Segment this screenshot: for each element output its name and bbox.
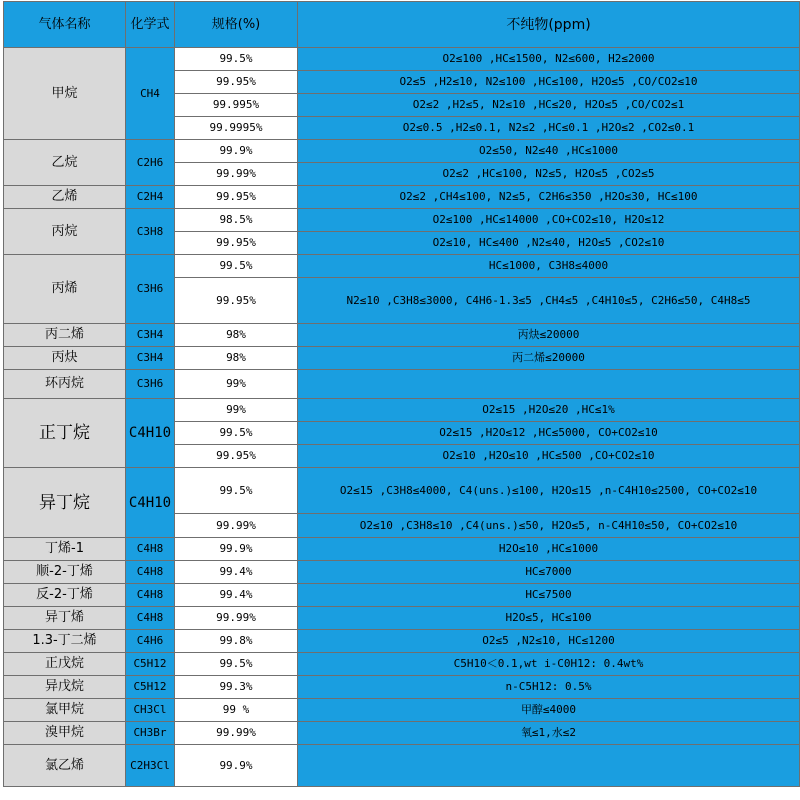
spec-cell: 99.5% <box>175 48 298 71</box>
gas-name-cell: 异丁烷 <box>4 468 126 538</box>
impurity-cell: O2≤15 ,C3H8≤4000, C4(uns.)≤100, H2O≤15 ,n-C4H10≤2500, CO+CO2≤10 <box>298 468 800 514</box>
impurity-cell: 丙二烯≤20000 <box>298 347 800 370</box>
table-row <box>4 186 800 209</box>
table-row <box>4 561 800 584</box>
gas-name-cell: 环丙烷 <box>4 370 126 399</box>
spec-cell: 99.99% <box>175 722 298 745</box>
gas-name-cell: 异戊烷 <box>4 676 126 699</box>
impurity-cell: HC≤7500 <box>298 584 800 607</box>
table-row <box>4 468 800 514</box>
spec-cell: 99.9% <box>175 538 298 561</box>
gas-name-cell: 异丁烯 <box>4 607 126 630</box>
gas-table-body <box>4 48 800 787</box>
impurity-cell: O2≤10, HC≤400 ,N2≤40, H2O≤5 ,CO2≤10 <box>298 232 800 255</box>
gas-name-cell: 顺-2-丁烯 <box>4 561 126 584</box>
table-row <box>4 653 800 676</box>
spec-cell: 99 % <box>175 699 298 722</box>
table-row <box>4 140 800 163</box>
spec-cell: 99.5% <box>175 468 298 514</box>
impurity-cell: O2≤0.5 ,H2≤0.1, N2≤2 ,HC≤0.1 ,H2O≤2 ,CO2≤0.1 <box>298 117 800 140</box>
formula-cell: C3H6 <box>126 370 175 399</box>
gas-name-cell: 甲烷 <box>4 48 126 140</box>
impurity-cell: O2≤5 ,N2≤10, HC≤1200 <box>298 630 800 653</box>
spec-cell: 99.99% <box>175 514 298 538</box>
impurity-cell: 氧≤1,水≤2 <box>298 722 800 745</box>
spec-cell: 98.5% <box>175 209 298 232</box>
gas-name-cell: 丙炔 <box>4 347 126 370</box>
table-row <box>4 699 800 722</box>
impurity-cell: O2≤10 ,H2O≤10 ,HC≤500 ,CO+CO2≤10 <box>298 445 800 468</box>
spec-cell: 99.95% <box>175 278 298 324</box>
formula-cell: CH4 <box>126 48 175 140</box>
header-impurity: 不纯物(ppm) <box>298 2 800 48</box>
spec-cell: 99.95% <box>175 71 298 94</box>
table-row <box>4 399 800 422</box>
spec-cell: 99.9% <box>175 140 298 163</box>
formula-cell: C5H12 <box>126 676 175 699</box>
table-header-row <box>4 2 800 48</box>
spec-cell: 99.95% <box>175 445 298 468</box>
formula-cell: C4H10 <box>126 468 175 538</box>
formula-cell: C4H8 <box>126 538 175 561</box>
gas-spec-table <box>3 1 800 787</box>
spec-cell: 99.5% <box>175 653 298 676</box>
impurity-cell: 甲醇≤4000 <box>298 699 800 722</box>
formula-cell: C3H6 <box>126 255 175 324</box>
table-row <box>4 676 800 699</box>
formula-cell: C4H8 <box>126 584 175 607</box>
impurity-cell: O2≤2 ,HC≤100, N2≤5, H2O≤5 ,CO2≤5 <box>298 163 800 186</box>
spec-cell: 99.95% <box>175 186 298 209</box>
spec-cell: 99.95% <box>175 232 298 255</box>
table-row <box>4 630 800 653</box>
impurity-cell: O2≤100 ,HC≤14000 ,CO+CO2≤10, H2O≤12 <box>298 209 800 232</box>
table-row <box>4 745 800 787</box>
formula-cell: C3H8 <box>126 209 175 255</box>
table-row <box>4 255 800 278</box>
gas-name-cell: 氯甲烷 <box>4 699 126 722</box>
gas-name-cell: 乙烯 <box>4 186 126 209</box>
impurity-cell: HC≤7000 <box>298 561 800 584</box>
header-spec: 规格(%) <box>175 2 298 48</box>
formula-cell: C2H6 <box>126 140 175 186</box>
impurity-cell: O2≤5 ,H2≤10, N2≤100 ,HC≤100, H2O≤5 ,CO/CO2≤10 <box>298 71 800 94</box>
gas-name-cell: 正丁烷 <box>4 399 126 468</box>
gas-name-cell: 正戊烷 <box>4 653 126 676</box>
gas-name-cell: 乙烷 <box>4 140 126 186</box>
table-row <box>4 48 800 71</box>
spec-cell: 98% <box>175 347 298 370</box>
table-row <box>4 722 800 745</box>
gas-name-cell: 1.3-丁二烯 <box>4 630 126 653</box>
table-row <box>4 347 800 370</box>
spec-cell: 99.5% <box>175 422 298 445</box>
impurity-cell: 丙炔≤20000 <box>298 324 800 347</box>
formula-cell: C4H10 <box>126 399 175 468</box>
spec-cell: 99% <box>175 399 298 422</box>
formula-cell: CH3Cl <box>126 699 175 722</box>
spec-cell: 99.99% <box>175 607 298 630</box>
formula-cell: CH3Br <box>126 722 175 745</box>
spec-cell: 99.995% <box>175 94 298 117</box>
formula-cell: C2H4 <box>126 186 175 209</box>
table-row <box>4 209 800 232</box>
spec-cell: 98% <box>175 324 298 347</box>
spec-cell: 99.99% <box>175 163 298 186</box>
impurity-cell: O2≤100 ,HC≤1500, N2≤600, H2≤2000 <box>298 48 800 71</box>
formula-cell: C5H12 <box>126 653 175 676</box>
impurity-cell: HC≤1000, C3H8≤4000 <box>298 255 800 278</box>
impurity-cell: H2O≤5, HC≤100 <box>298 607 800 630</box>
impurity-cell: O2≤10 ,C3H8≤10 ,C4(uns.)≤50, H2O≤5, n-C4H10≤50, CO+CO2≤10 <box>298 514 800 538</box>
impurity-cell: H2O≤10 ,HC≤1000 <box>298 538 800 561</box>
gas-name-cell: 反-2-丁烯 <box>4 584 126 607</box>
impurity-cell: O2≤50, N2≤40 ,HC≤1000 <box>298 140 800 163</box>
impurity-cell: O2≤2 ,H2≤5, N2≤10 ,HC≤20, H2O≤5 ,CO/CO2≤1 <box>298 94 800 117</box>
impurity-cell: N2≤10 ,C3H8≤3000, C4H6-1.3≤5 ,CH4≤5 ,C4H10≤5, C2H6≤50, C4H8≤5 <box>298 278 800 324</box>
spec-cell: 99% <box>175 370 298 399</box>
impurity-cell <box>298 370 800 399</box>
table-row <box>4 584 800 607</box>
formula-cell: C2H3Cl <box>126 745 175 787</box>
header-formula: 化学式 <box>126 2 175 48</box>
table-row <box>4 370 800 399</box>
table-row <box>4 538 800 561</box>
spec-cell: 99.4% <box>175 584 298 607</box>
gas-name-cell: 溴甲烷 <box>4 722 126 745</box>
gas-name-cell: 丁烯-1 <box>4 538 126 561</box>
spec-cell: 99.4% <box>175 561 298 584</box>
formula-cell: C4H6 <box>126 630 175 653</box>
impurity-cell: C5H10＜0.1,wt i-C0H12: 0.4wt% <box>298 653 800 676</box>
gas-name-cell: 丙烯 <box>4 255 126 324</box>
formula-cell: C3H4 <box>126 347 175 370</box>
formula-cell: C3H4 <box>126 324 175 347</box>
spec-cell: 99.9% <box>175 745 298 787</box>
impurity-cell: O2≤15 ,H2O≤12 ,HC≤5000, CO+CO2≤10 <box>298 422 800 445</box>
header-gas-name: 气体名称 <box>4 2 126 48</box>
gas-name-cell: 氯乙烯 <box>4 745 126 787</box>
impurity-cell: O2≤15 ,H2O≤20 ,HC≤1% <box>298 399 800 422</box>
impurity-cell: O2≤2 ,CH4≤100, N2≤5, C2H6≤350 ,H2O≤30, HC≤100 <box>298 186 800 209</box>
spec-cell: 99.3% <box>175 676 298 699</box>
spec-cell: 99.9995% <box>175 117 298 140</box>
spec-cell: 99.8% <box>175 630 298 653</box>
gas-name-cell: 丙二烯 <box>4 324 126 347</box>
spec-cell: 99.5% <box>175 255 298 278</box>
impurity-cell: n-C5H12: 0.5% <box>298 676 800 699</box>
impurity-cell <box>298 745 800 787</box>
gas-name-cell: 丙烷 <box>4 209 126 255</box>
table-row <box>4 607 800 630</box>
formula-cell: C4H8 <box>126 607 175 630</box>
formula-cell: C4H8 <box>126 561 175 584</box>
table-row <box>4 324 800 347</box>
